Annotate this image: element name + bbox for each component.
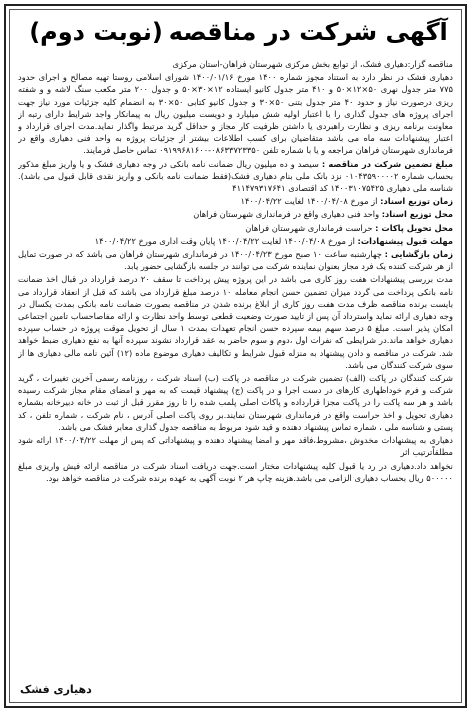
signature: دهیاری فشک: [20, 683, 92, 696]
paragraph-text: دهیاری به پیشنهادات مخدوش ،مشروط،فاقد مهر و امضا پیشنهاد دهنده و پیشنهاداتی که پس از مهلت ۱۴۰۰/۰۴/۲۲ ارائه شود مطلقاًترتیب اثر: [18, 435, 453, 458]
paragraph: [18, 248, 453, 272]
paragraph-label: زمان توزیع اسناد:: [380, 196, 453, 207]
paragraph-text: شرکت کنندگان در پاکت (الف) تضمین شرکت در مناقصه در پاکت (ب) اسناد شرکت ، روزنامه رسمی آخرین تغییرات ، گرید شرکت و فرم خوداظهاری کارهای در دست اجرا و در پاکت (ج) پیشنهاد قیمت که به مهر و امضای مقام مجاز شرکت رسیده باشد و هر سه پاکت را در پاکت مجزا قرارداده و پاکات اصلی پلمب شده را تا روز مقرر قبل از ثبت در خانه دبیرخانه بشماره دهیاری تحویل و اخذ حراست واقع در فرمانداری شهرستان نمایند.بر روی پاکت اصلی آدرس ، نام شرکت ، شماره تلفن ، کد پستی و شناسه ملی ، شماره تماس پیشنهاد دهنده و قید شود مربوط به مناقصه جدول گذاری معابر فشک می باشد.: [18, 373, 453, 432]
paragraph: [18, 235, 453, 247]
paragraph-label: محل تحویل پاکات :: [375, 222, 453, 233]
paragraph: [18, 58, 453, 70]
paragraph-label: زمان بازگشایی :: [384, 249, 453, 260]
title-round: (نوبت دوم): [29, 18, 163, 46]
paragraph: [18, 222, 453, 234]
paragraph: [18, 208, 453, 220]
paragraph-label: مهلت قبول پیشنهادات:: [357, 235, 453, 246]
paragraph: [18, 372, 453, 433]
paragraph-text: دهیاری فشک در نظر دارد به استناد مجوز شماره ۱۴۰۰ مورخ ۱۴۰۰/۰۱/۱۶ شورای اسلامی روستا تهیه مصالح و اجرای حدود ۷۷۵ متر جدول نهری ۵۰×۱۲×۵۰ و ۴۱۰ متر جدول کانیو ایستاده ۱۲×۳۰×۵۰ و جدول ۲۰۰ متر مکعب سنگ لاشه و و شفته ریزی درصورت نیاز و حدود ۴۰ متر جدول بتنی ۵۰×۳۰ و جدول کانیو کتابی ۵۰×۳۰ به انضمام کلیه جزئیات مورد نیاز جهت اجرای پروژه های جدول گذاری را با اعتبار اولیه شش میلیارد و دویست میلیون ریال به پیمانکار واجد شرایط دارای رتبه از معاونت برنامه ریزی و نظارت راهبردی یا داشتن ظرفیت کار مجاز و حداقل گرید مرتبط واگذار نماید.مدت اجرای قرارداد و اعتبار پیشنهادات سه ماه می باشد متقاضیان برای کسب اطلاعات بیشتر از جزئیات پروژه به واحد فنی دهیاری واقع در فرمانداری شهرستان فراهان مراجعه و یا با شماره تلفن ۰۸۶۳۳۷۲۳۳۵۰-۰۹۱۹۹۶۸۱۶۰۰ تماس حاصل فرمایند.: [18, 72, 453, 156]
paragraph-text: از مورخ ۱۴۰۰/۰۴/۰۸ لغایت ۱۴۰۰/۰۴/۲۲ پایان وقت اداری مورخ ۱۴۰۰/۰۴/۲۲: [94, 235, 355, 246]
paragraph: [18, 434, 453, 458]
paragraph-text: نخواهد داد.دهیاری در رد یا قبول کلیه پیشنهادات مختار است.جهت دریافت اسناد شرکت در مناقصه ارائه فیش واریزی مبلغ ۵۰۰۰۰۰ ریال بحساب دهیاری الزامی می باشد.هزینه چاپ هر ۲ نوبت آگهی به عهده برنده شرکت در مناقصه خواهد بود.: [18, 460, 453, 483]
paragraph-text: از مورخ ۱۴۰۰/۰۴/۰۸ لغایت ۱۴۰۰/۰۴/۲۲: [240, 196, 378, 207]
paragraph-text: واحد فنی دهیاری واقع در فرمانداری شهرستان فراهان: [193, 209, 380, 220]
paragraph-label: محل توزیع اسناد:: [381, 209, 453, 220]
paragraph-text: سیصد و ده میلیون ریال ضمانت نامه بانکی در وجه دهیاری فشک و یا واریز مبلغ مذکور بحساب شماره ۰۱۰۴۳۵۹۰۰۰۰۲ نزد بانک ملی بنام دهیاری فشک(فقط ضمانت نامه بانکی و واریز نقدی قابل قبول می باشد). شناسه ملی دهیاری ۱۴۰۰۳۱۰۷۵۴۲۵ کد اقتصادی ۴۱۱۴۷۹۳۱۷۶۴۱: [18, 158, 453, 194]
paragraph: [18, 273, 453, 371]
paragraph: [18, 460, 453, 484]
paragraph: [18, 71, 453, 156]
paragraph-text: مدت بررسی پیشنهادات هفت روز کاری می باشد در این پروژه پیش پرداخت تا سقف ۲۰ درصد قرارداد در قبال اخذ ضمانت نامه بانکی پرداخت می گردد میزان تضمین حسن انجام معامله ۱۰ درصد مبلغ قرارداد می باشد که قبل از انعقاد قرارداد می بایست برنده مناقصه ظرف مدت هفت روز کاری از ابلاغ برنده شدن در مناقصه بصورت ضمانت نامه بانکی بمدت یکسال در وجه دهیاری ارائه نماید واسترداد آن پس از تایید صورت وضعیت قطعی توسط واحد نظارت و ارائه مفاصاحساب تامین اجتماعی امکان پذیر است. مبلغ ۵ درصد سهم بیمه سپرده حسن انجام تعهدات بمدت ۱ سال از تحویل موقت پروژه در حساب سپرده دهیاری خواهد ماند.در شرایطی که نفرات اول ،دوم و سوم حاضر به عقد قرارداد نشوند سپرده آنها به نفع دهیاری ضبط خواهد شد. شرکت در مناقصه و دادن پیشنهاد به منزله قبول شرایط و تکالیف دهیاری موضوع ماده (۱۲) آئین نامه مالی دهیاری ها از سوی شرکت کنندگان می باشد.: [18, 274, 453, 370]
paragraph-text: چهارشنبه ساعت ۱۰ صبح مورخ ۱۴۰۰/۰۴/۲۳ در فرمانداری شهرستان فراهان می باشد که در صورت تمایل از هر شرکت کننده یک فرد مجاز بعنوان نماینده شرکت می توانند در جلسه بازگشایی حضور یابد.: [18, 249, 453, 272]
paragraph-text: مناقصه گزار:دهیاری فشک، از توابع بخش مرکزی شهرستان فراهان-استان مرکزی: [172, 59, 453, 69]
title-main: آگهی شرکت در مناقصه: [168, 18, 448, 46]
notice-frame: [4, 4, 467, 708]
notice-title: [6, 10, 465, 54]
paragraph: [18, 158, 453, 195]
paragraph-label: مبلغ تضمین شرکت در مناقصه :: [321, 158, 453, 169]
paragraph: [18, 195, 453, 207]
notice-body: [18, 58, 453, 680]
paragraph-text: حراست فرمانداری شهرستان فراهان: [245, 222, 373, 233]
